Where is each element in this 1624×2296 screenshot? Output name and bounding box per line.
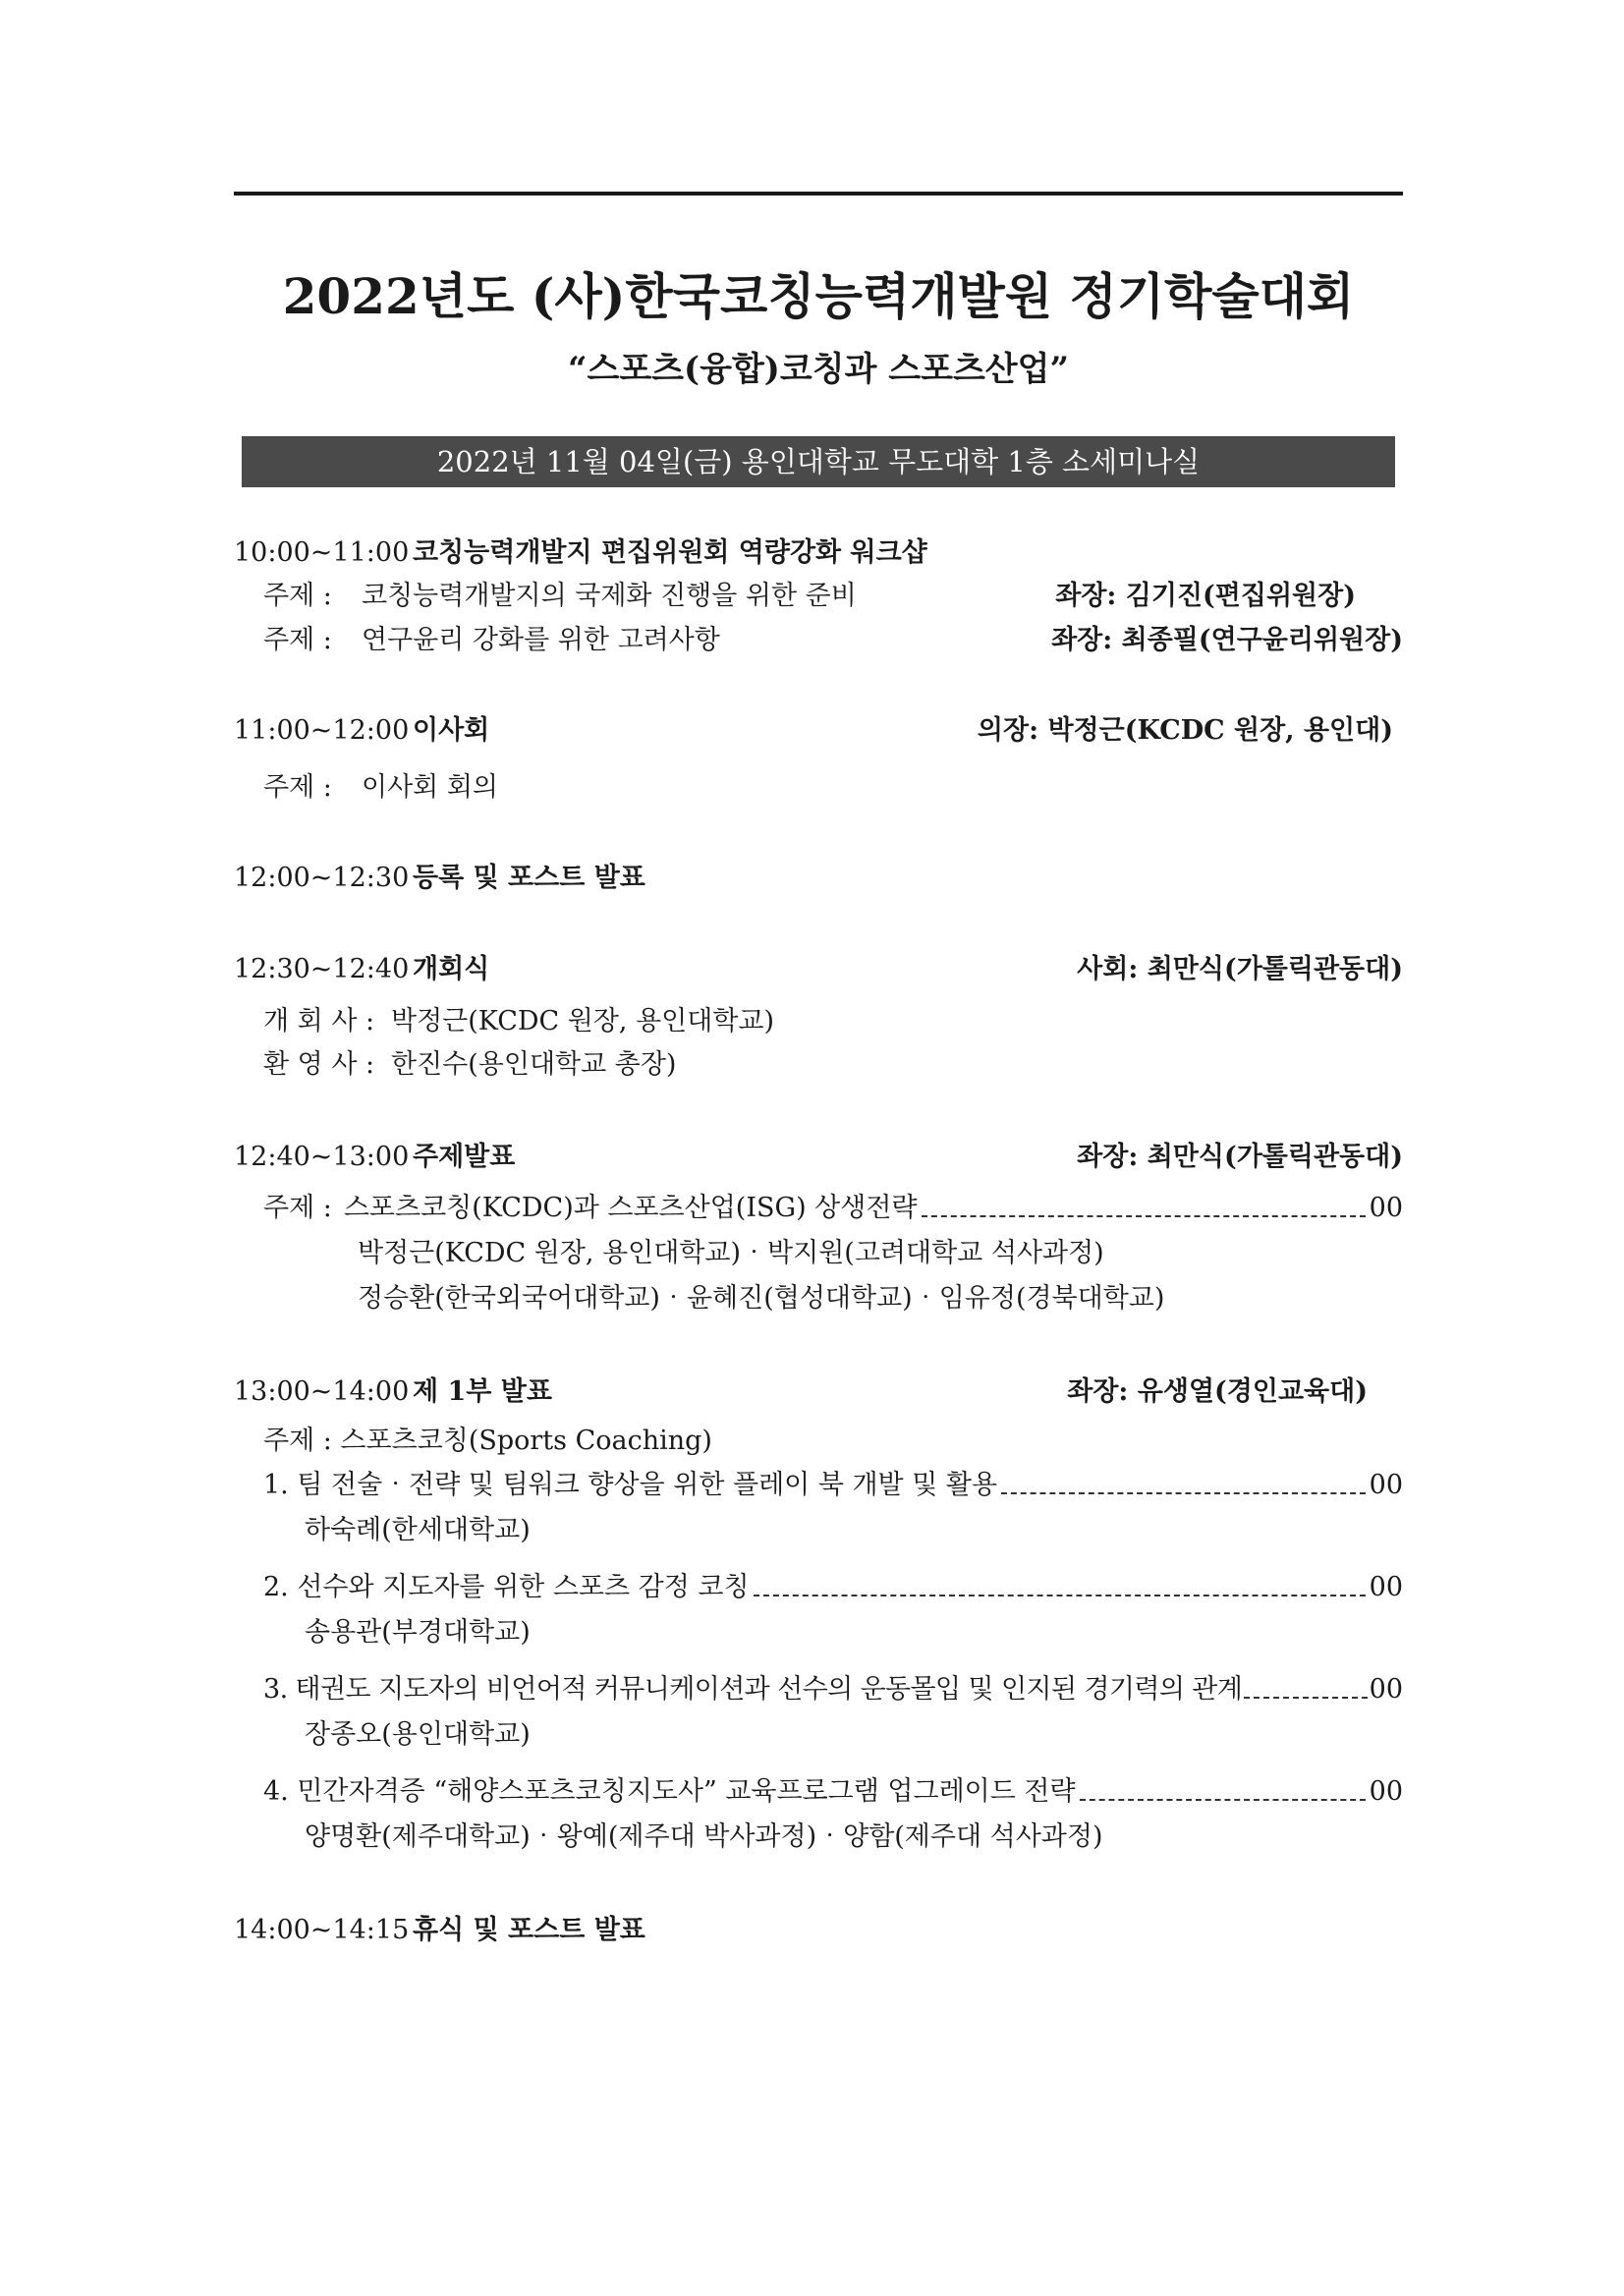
topic-text: 이사회 회의	[362, 772, 498, 803]
leader-line	[1080, 1774, 1366, 1801]
paper-1-author: 하숙례(한세대학교)	[305, 1515, 531, 1545]
session-1-topic-1	[263, 579, 857, 614]
topic-label: 주제 :	[263, 581, 332, 611]
session-6-topic: 주제 : 스포츠코칭(Sports Coaching)	[263, 1426, 712, 1456]
welcome-address	[263, 1047, 676, 1083]
opening-address	[263, 1004, 774, 1039]
keynote-label: 주제 :	[263, 1193, 332, 1223]
page-title: 2022년도 (사)한국코칭능력개발원 정기학술대회	[282, 267, 1355, 325]
paper-3-page: 00	[1369, 1674, 1403, 1705]
top-rule	[234, 192, 1403, 196]
page-subtitle: “스포츠(융합)코칭과 스포츠산업”	[567, 350, 1070, 389]
topic-text: 코칭능력개발지의 국제화 진행을 위한 준비	[362, 581, 857, 611]
paper-2-title: 2. 선수와 지도자를 위한 스포츠 감정 코칭	[263, 1572, 750, 1602]
session-4-host: 사회: 최만식(가톨릭관동대)	[1077, 954, 1403, 984]
keynote-authors-2: 정승환(한국외국어대학교)‧윤혜진(협성대학교)‧임유정(경북대학교)	[358, 1283, 1165, 1314]
session-1-header	[234, 535, 927, 571]
session-1-time: 10:00~11:00	[234, 537, 410, 568]
session-7-title: 휴식 및 포스트 발표	[413, 1915, 645, 1945]
paper-1-page: 00	[1369, 1470, 1403, 1500]
session-3-title: 등록 및 포스트 발표	[413, 863, 645, 893]
leader-line	[922, 1191, 1366, 1217]
welcome-address-speaker: 한진수(용인대학교 총장)	[391, 1049, 677, 1080]
welcome-address-label: 환 영 사 :	[263, 1049, 375, 1080]
opening-address-label: 개 회 사 :	[263, 1006, 375, 1036]
paper-2-author: 송용관(부경대학교)	[305, 1617, 531, 1648]
paper-3-entry	[263, 1672, 1403, 1708]
keynote-authors-1: 박정근(KCDC 원장, 용인대학교)‧박지원(고려대학교 석사과정)	[358, 1238, 1104, 1268]
paper-2-entry	[263, 1570, 1403, 1605]
paper-4-author: 양명환(제주대학교)‧왕예(제주대 박사과정)‧양함(제주대 석사과정)	[305, 1821, 1103, 1852]
session-1-chair-1: 좌장: 김기진(편집위원장)	[1055, 581, 1356, 611]
session-3-header	[234, 861, 645, 896]
topic-text: 연구윤리 강화를 위한 고려사항	[362, 625, 720, 655]
session-2-chair: 의장: 박정근(KCDC 원장, 용인대)	[977, 715, 1393, 746]
paper-4-entry	[263, 1774, 1403, 1810]
session-2-title: 이사회	[413, 715, 490, 746]
opening-address-speaker: 박정근(KCDC 원장, 용인대학교)	[391, 1006, 775, 1036]
paper-4-title: 4. 민간자격증 “해양스포츠코칭지도사” 교육프로그램 업그레이드 전략	[263, 1776, 1076, 1807]
session-1-chair-2: 좌장: 최종필(연구윤리위원장)	[1051, 625, 1403, 655]
session-2-header	[234, 713, 489, 749]
paper-3-title: 3. 태권도 지도자의 비언어적 커뮤니케이션과 선수의 운동몰입 및 인지된 경기력의 관계	[263, 1674, 1243, 1705]
session-6-header	[234, 1374, 552, 1410]
session-6-time: 13:00~14:00	[234, 1376, 410, 1407]
session-4-header	[234, 952, 489, 987]
paper-3-author: 장종오(용인대학교)	[305, 1719, 531, 1750]
topic-label: 주제 :	[263, 772, 332, 803]
session-1-topic-2	[263, 623, 720, 658]
session-7-header	[234, 1913, 645, 1948]
session-6-chair: 좌장: 유생열(경인교육대)	[1067, 1376, 1368, 1407]
paper-2-page: 00	[1369, 1572, 1403, 1602]
session-5-header	[234, 1140, 515, 1175]
paper-1-entry	[263, 1468, 1403, 1503]
session-2-topic	[263, 770, 498, 806]
session-1-title: 코칭능력개발지 편집위원회 역량강화 워크샵	[413, 537, 927, 568]
paper-1-title: 1. 팀 전술‧전략 및 팀워크 향상을 위한 플레이 북 개발 및 활용	[263, 1470, 998, 1500]
session-3-time: 12:00~12:30	[234, 863, 410, 893]
program-page	[234, 0, 1403, 2296]
keynote-entry	[263, 1191, 1403, 1226]
leader-line	[1001, 1468, 1366, 1494]
session-5-title: 주제발표	[413, 1142, 516, 1172]
session-5-time: 12:40~13:00	[234, 1142, 410, 1172]
leader-line	[1244, 1672, 1367, 1699]
paper-4-page: 00	[1369, 1776, 1403, 1807]
keynote-title: 스포츠코칭(KCDC)과 스포츠산업(ISG) 상생전략	[343, 1193, 918, 1223]
session-7-time: 14:00~14:15	[234, 1915, 410, 1945]
session-5-chair: 좌장: 최만식(가톨릭관동대)	[1077, 1142, 1403, 1172]
keynote-page: 00	[1369, 1193, 1403, 1223]
date-venue-banner: 2022년 11월 04일(금) 용인대학교 무도대학 1층 소세미나실	[242, 436, 1395, 487]
session-4-title: 개회식	[413, 954, 490, 984]
leader-line	[754, 1570, 1366, 1596]
topic-label: 주제 :	[263, 625, 332, 655]
session-4-time: 12:30~12:40	[234, 954, 410, 984]
session-2-time: 11:00~12:00	[234, 715, 410, 746]
session-6-title: 제 1부 발표	[413, 1376, 552, 1407]
